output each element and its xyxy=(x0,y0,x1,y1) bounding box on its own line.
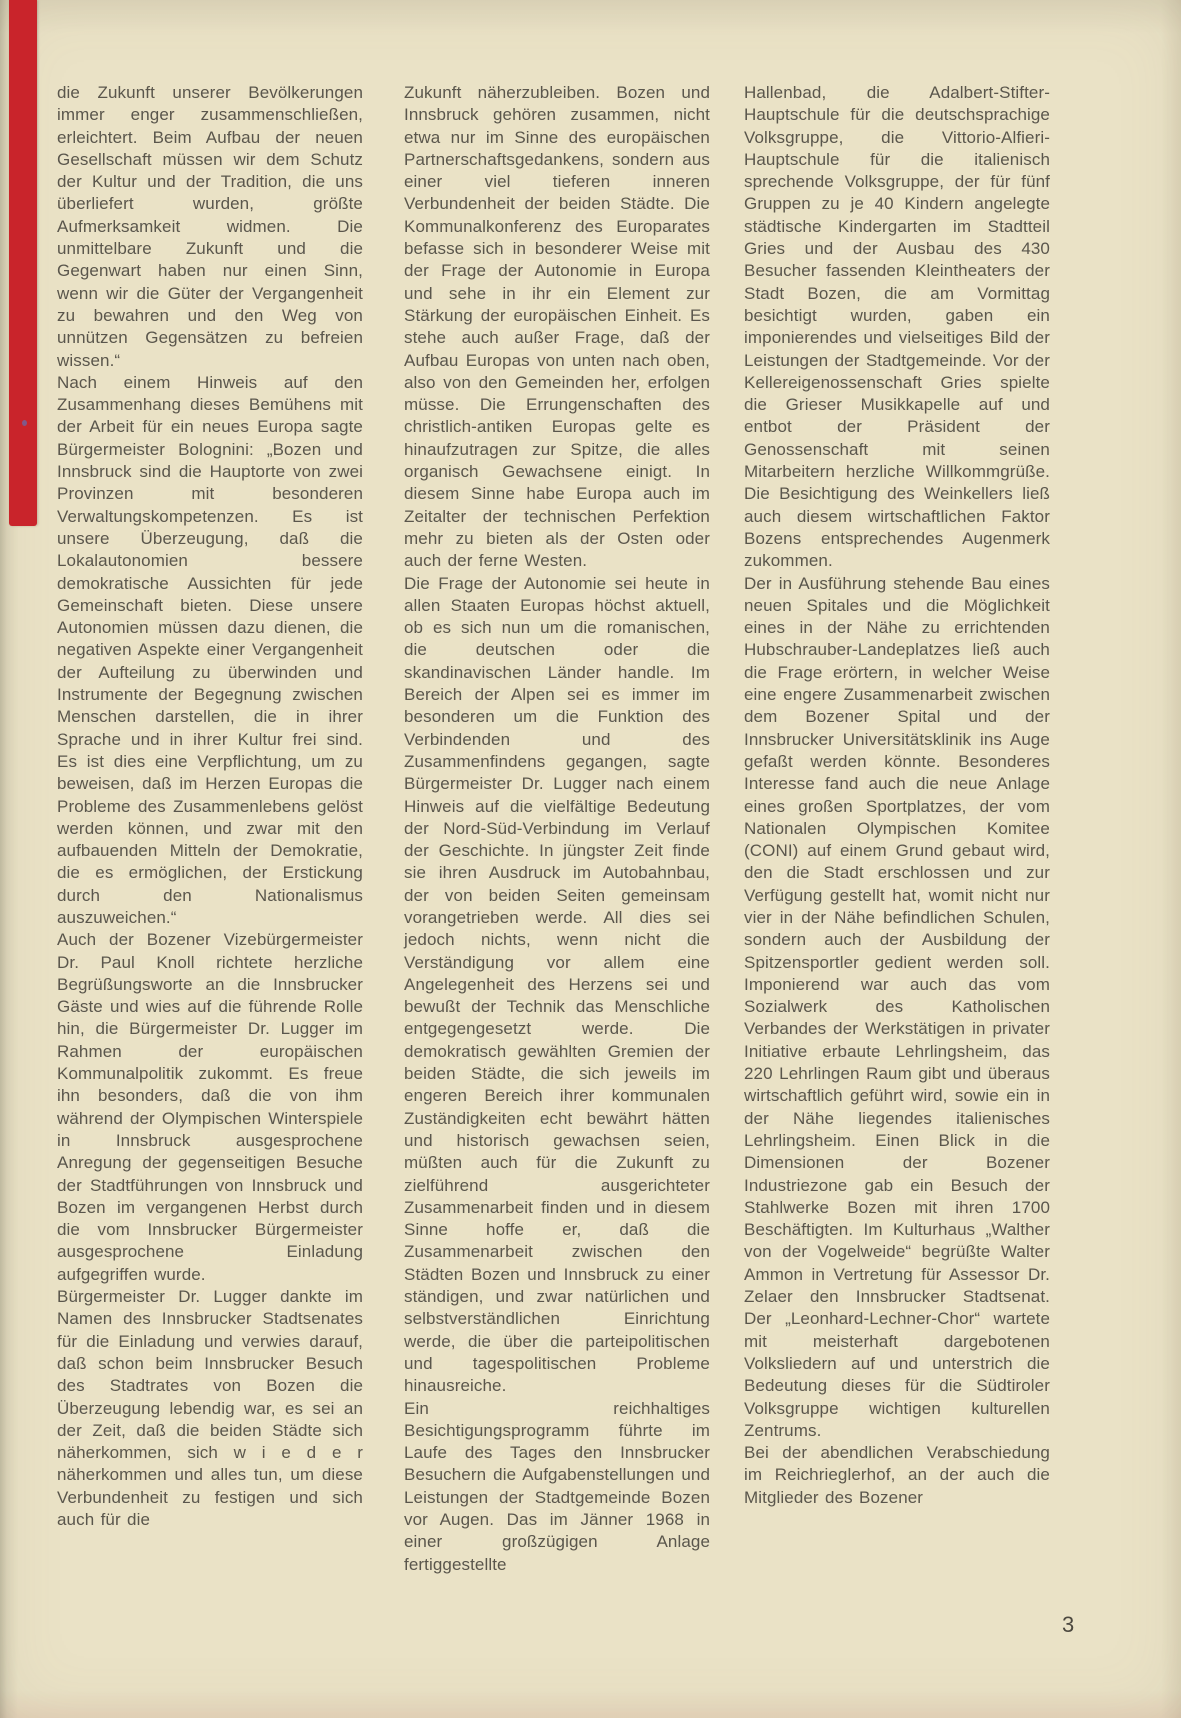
paragraph: Nach einem Hinweis auf den Zusammenhang dieses Bemühens mit der Arbeit für ein neues Europa sagte Bürgermeister Bolognini: „Bozen und Innsbruck sind die Hauptorte von zwei Provinzen mit besonderen Verwaltungskompetenzen. Es ist unsere Überzeugung, daß die Lokalautonomien bessere demokratische Aussichten für jede Gemeinschaft bieten. Diese unsere Autonomien müssen dazu dienen, die negativen Aspekte einer Vergangenheit der Aufteilung zu überwinden und Instrumente der Begegnung zwischen Menschen darstellen, die in ihrer Sprache und in ihrer Kultur frei sind. Es ist dies eine Verpflichtung, um zu beweisen, daß im Herzen Europas die Probleme des Zusammenlebens gelöst werden können, und zwar mit den aufbauenden Mitteln der Demokratie, die es ermöglichen, der Erstickung durch den Nationalismus auszuweichen.“ xyxy=(57,372,363,927)
text-column-left xyxy=(57,82,363,1531)
page-number: 3 xyxy=(1062,1612,1075,1637)
red-margin-ribbon xyxy=(9,0,37,526)
paragraph: Bürgermeister Dr. Lugger dankte im Namen des Innsbrucker Stadtsenates für die Einladung und verwies darauf, daß schon beim Innsbrucker Besuch des Stadtrates von Bozen die Überzeugung lebendig war, es sei an der Zeit, daß die beiden Städte sich näherkommen, sich w i e d e r näherkommen und alles tun, um diese Verbundenheit zu festigen und sich auch für die xyxy=(57,1287,363,1529)
paragraph: die Zukunft unserer Bevölkerungen immer enger zusammenschließen, erleichtert. Beim Aufbau der neuen Gesellschaft müssen wir dem Schutz der Kultur und der Tradition, die uns überliefert wurden, größte Aufmerksamkeit widmen. Die unmittelbare Zukunft und die Gegenwart haben nur einen Sinn, wenn wir die Güter der Vergangenheit zu bewahren und den Weg von unnützen Gegensätzen zu befreien wissen.“ xyxy=(57,83,363,370)
paragraph: Hallenbad, die Adalbert-Stifter-Hauptschule für die deutschsprachige Volksgruppe, die Vittorio-Alfieri-Hauptschule für die italienisch sprechende Volksgruppe, der für fünf Gruppen zu je 40 Kindern angelegte städtische Kindergarten im Stadtteil Gries und der Ausbau des 430 Besucher fassenden Kleintheaters der Stadt Bozen, die am Vormittag besichtigt wurden, gaben ein imponierendes und vielseitiges Bild der Leistungen der Stadtgemeinde. Vor der Kellereigenossenschaft Gries spielte die Grieser Musikkapelle auf und entbot der Präsident der Genossenschaft mit seinen Mitarbeitern herzliche Willkommgrüße. Die Besichtigung des Weinkellers ließ auch diesem wirtschaftlichen Faktor Bozens entsprechendes Augenmerk zukommen. xyxy=(744,83,1050,571)
paragraph: Ein reichhaltiges Besichtigungsprogramm führte im Laufe des Tages den Innsbrucker Besuchern die Aufgabenstellungen und Leistungen der Stadtgemeinde Bozen vor Augen. Das im Jänner 1968 in einer großzügigen Anlage fertiggestellte xyxy=(404,1398,710,1574)
text-column-right xyxy=(744,82,1050,1509)
text-column-middle xyxy=(404,82,710,1576)
ink-speck xyxy=(22,420,27,426)
paragraph: Auch der Bozener Vizebürgermeister Dr. Paul Knoll richtete herzliche Begrüßungsworte an die Innsbrucker Gäste und wies auf die führende Rolle hin, die Bürgermeister Dr. Lugger im Rahmen der europäischen Kommunalpolitik zukommt. Es freue ihn besonders, daß die von ihm während der Olympischen Winterspiele in Innsbruck ausgesprochene Anregung der gegenseitigen Besuche der Stadtführungen von Innsbruck und Bozen im vergangenen Herbst durch die vom Innsbrucker Bürgermeister ausgesprochene Einladung aufgegriffen wurde. xyxy=(57,930,363,1284)
paragraph: Zukunft näherzubleiben. Bozen und Innsbruck gehören zusammen, nicht etwa nur im Sinne des europäischen Partnerschaftsgedankens, sondern aus einer viel tieferen inneren Verbundenheit der beiden Städte. Die Kommunalkonferenz des Europarates befasse sich in besonderer Weise mit der Frage der Autonomie in Europa und sehe in ihr ein Element zur Stärkung der europäischen Einheit. Es stehe auch außer Frage, daß der Aufbau Europas von unten nach oben, also von den Gemeinden her, erfolgen müsse. Die Errungenschaften des christlich-antiken Europas gelte es hinaufzutragen zur Spitze, die alles organisch Gewachsene einigt. In diesem Sinne habe Europa auch im Zeitalter der technischen Perfektion mehr zu bieten als der Osten oder auch der ferne Westen. xyxy=(404,83,710,571)
paragraph: Bei der abendlichen Verabschiedung im Reichrieglerhof, an der auch die Mitglieder des Bozener xyxy=(744,1443,1050,1507)
paragraph: Der in Ausführung stehende Bau eines neuen Spitales und die Möglichkeit eines in der Nähe zu errichtenden Hubschrauber-Landeplatzes ließ auch die Frage erörtern, in welcher Weise eine engere Zusammenarbeit zwischen dem Bozener Spital und der Innsbrucker Universitätsklinik ins Auge gefaßt werden könnte. Besonderes Interesse fand auch die neue Anlage eines großen Sportplatzes, der vom Nationalen Olympischen Komitee (CONI) auf einem Grund gebaut wird, den die Stadt erschlossen und zur Verfügung gestellt hat, womit nicht nur vier in der Nähe befindlichen Schulen, sondern auch der Ausbildung der Spitzensportler gedient werden soll. Imponierend war auch das vom Sozialwerk des Katholischen Verbandes der Werkstätigen in privater Initiative erbaute Lehrlingsheim, das 220 Lehrlingen Raum gibt und überaus wirtschaftlich geführt wird, sowie ein in der Nähe liegendes italienisches Lehrlingsheim. Einen Blick in die Dimensionen der Bozener Industriezone gab ein Besuch der Stahlwerke Bozen mit ihren 1700 Beschäftigten. Im Kulturhaus „Walther von der Vogelweide“ begrüßte Walter Ammon in Vertretung für Assessor Dr. Zelaer den Innsbrucker Stadtsenat. Der „Leonhard-Lechner-Chor“ wartete mit meisterhaft dargebotenen Volksliedern auf und unterstrich die Bedeutung dieses für die Südtiroler Volksgruppe wichtigen kulturellen Zentrums. xyxy=(744,573,1050,1440)
paragraph: Die Frage der Autonomie sei heute in allen Staaten Europas höchst aktuell, ob es sich nun um die romanischen, die deutschen oder die skandinavischen Länder handle. Im Bereich der Alpen sei es immer im besonderen um die Funktion des Verbindenden und des Zusammenfindens gegangen, sagte Bürgermeister Dr. Lugger nach einem Hinweis auf die vielfältige Bedeutung der Nord-Süd-Verbindung im Verlauf der Geschichte. In jüngster Zeit finde sie ihren Ausdruck im Autobahnbau, der von beiden Seiten gemeinsam vorangetrieben werde. All dies sei jedoch nichts, wenn nicht die Verständigung vor allem eine Angelegenheit des Herzens sei und bewußt der Technik das Menschliche entgegengesetzt werde. Die demokratisch gewählten Gremien der beiden Städte, die sich jeweils im engeren Bereich ihrer kommunalen Zuständigkeiten echt bewährt hätten und historisch gewachsen seien, müßten auch für die Zukunft zu zielführend ausgerichteter Zusammenarbeit finden und in diesem Sinne hoffe er, daß die Zusammenarbeit zwischen den Städten Bozen und Innsbruck zu einer ständigen, und zwar natürlichen und selbstverständlichen Einrichtung werde, die über die parteipolitischen und tagespolitischen Probleme hinausreiche. xyxy=(404,573,710,1396)
